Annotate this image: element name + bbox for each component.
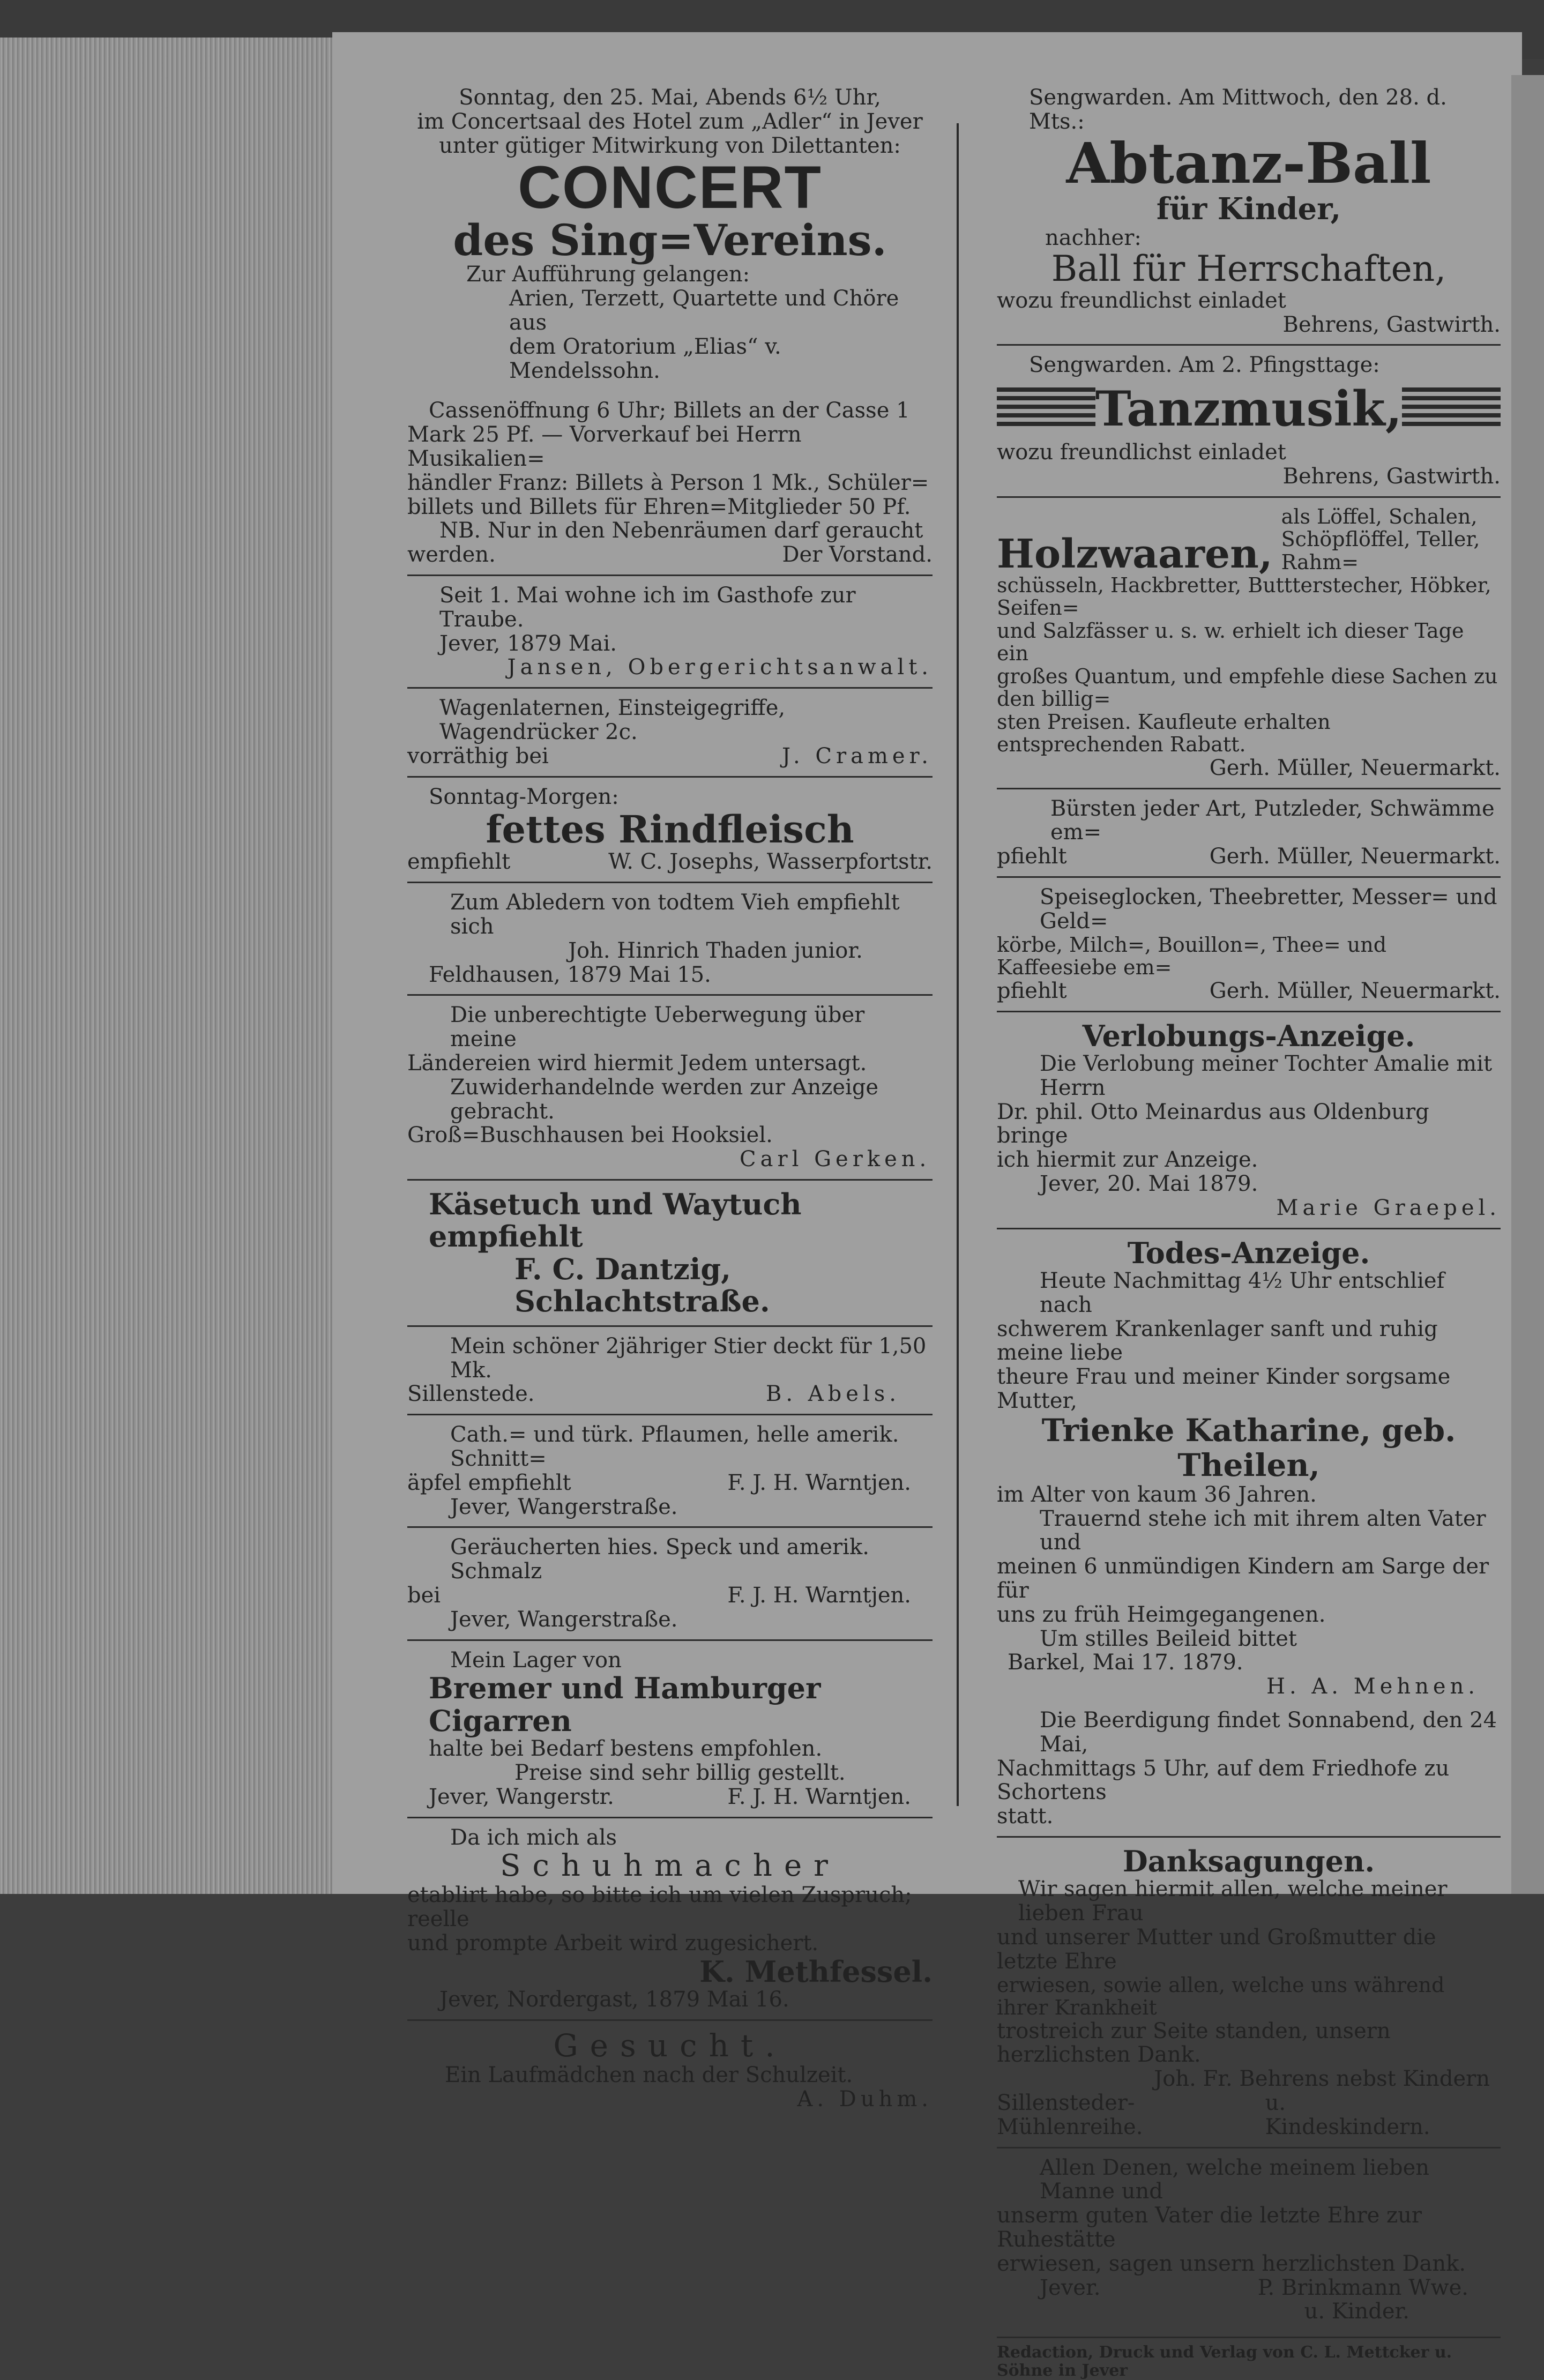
glocken-line-3: pfiehlt bbox=[997, 978, 1067, 1003]
dank-row-1 bbox=[997, 2091, 1501, 2139]
concert-tickets-4: billets und Billets für Ehren=Mitglieder 50 Pf. bbox=[407, 494, 911, 519]
column-divider bbox=[957, 123, 959, 1806]
schuhmacher-headline: Schuhmacher bbox=[500, 1848, 840, 1884]
concert-headline: CONCERT bbox=[518, 154, 822, 221]
jansen-line-1: Seit 1. Mai wohne ich im Gasthofe zur Traube. bbox=[439, 583, 856, 632]
rule bbox=[407, 882, 933, 883]
todes-signature: H. A. Mehnen. bbox=[1266, 1674, 1479, 1699]
cramer-line-1: Wagenlaternen, Einsteigegriffe, Wagendrücker 2c. bbox=[439, 696, 786, 744]
glocken-signature: Gerh. Müller, Neuermarkt. bbox=[1209, 978, 1501, 1003]
rule bbox=[407, 687, 933, 689]
gerken-line-1: Die unberechtigte Ueberwegung über meine bbox=[450, 1003, 865, 1052]
todes-line-12: statt. bbox=[997, 1804, 1054, 1829]
gerken-ad bbox=[407, 1003, 933, 1172]
holz-line-5: sten Preisen. Kaufleute erhalten entsprechenden Rabatt. bbox=[997, 710, 1331, 757]
dank-row-2 bbox=[997, 2276, 1501, 2300]
concert-tickets-3: händler Franz: Billets à Person 1 Mk., Schüler= bbox=[407, 470, 929, 495]
concert-nb-2: werden. bbox=[407, 542, 496, 568]
concert-perf-1: Arien, Terzett, Quartette und Chöre aus bbox=[509, 286, 899, 335]
gesucht-headline: Gesucht. bbox=[553, 2027, 787, 2064]
tanz-headline-row bbox=[997, 380, 1501, 437]
dantzig-line-1: Käsetuch und Waytuch empfiehlt bbox=[429, 1187, 802, 1254]
dank-line-3: erwiesen, sowie allen, welche uns während ihrer Krankheit bbox=[997, 1973, 1445, 2020]
holz-signature: Gerh. Müller, Neuermarkt. bbox=[1209, 755, 1501, 780]
josephs-signature: W. C. Josephs, Wasserpfortstr. bbox=[608, 849, 933, 875]
dank-line-6: Sillensteder-Mühlenreihe. bbox=[997, 2091, 1143, 2139]
holz-line-1: als Löffel, Schalen, Schöpflöffel, Teller, Rahm= bbox=[1281, 504, 1480, 574]
warntjen2-signature: F. J. H. Warntjen. bbox=[727, 1583, 911, 1608]
warntjen1-line-3: Jever, Wangerstraße. bbox=[450, 1494, 678, 1519]
concert-perf-2: dem Oratorium „Elias“ v. Mendelssohn. bbox=[509, 334, 781, 383]
abtanz-ball-ad bbox=[997, 86, 1501, 337]
ball-signature: Behrens, Gastwirth. bbox=[1282, 312, 1501, 337]
dank-line-11: Jever. bbox=[1040, 2275, 1101, 2300]
concert-tickets-1: Cassenöffnung 6 Uhr; Billets an der Casse 1 bbox=[429, 398, 910, 423]
ball-line-2: nachher: bbox=[1045, 225, 1142, 250]
gerken-line-3: Zuwiderhandelnde werden zur Anzeige gebracht. bbox=[450, 1075, 879, 1124]
todes-ad bbox=[997, 1237, 1501, 1829]
schuhmacher-line-4: Jever, Nordergast, 1879 Mai 16. bbox=[439, 1987, 789, 2012]
rule bbox=[407, 2019, 933, 2021]
rule bbox=[997, 1011, 1501, 1012]
verlobung-line-4: Jever, 20. Mai 1879. bbox=[1040, 1172, 1258, 1197]
verlobung-title: Verlobungs-Anzeige. bbox=[1082, 1018, 1415, 1053]
book-page-edges bbox=[0, 38, 354, 1894]
josephs-ad bbox=[407, 785, 933, 875]
rule bbox=[407, 1817, 933, 1818]
decorative-bars-left bbox=[997, 387, 1095, 430]
todes-line-11: Nachmittags 5 Uhr, auf dem Friedhofe zu Schortens bbox=[997, 1756, 1450, 1805]
dantzig-ad bbox=[407, 1188, 933, 1318]
warntjen1-row bbox=[407, 1471, 933, 1495]
holz-headline-row bbox=[997, 504, 1501, 577]
speiseglocken-ad bbox=[997, 885, 1501, 1003]
rule bbox=[997, 344, 1501, 346]
concert-perf-label: Zur Aufführung gelangen: bbox=[466, 262, 750, 287]
abels-row bbox=[407, 1382, 933, 1406]
thaden-ad bbox=[407, 891, 933, 987]
schuhmacher-line-3: und prompte Arbeit wird zugesichert. bbox=[407, 1930, 819, 1956]
concert-intro-3: unter gütiger Mitwirkung von Dilettanten: bbox=[439, 133, 901, 158]
warntjen2-line-1: Geräucherten hies. Speck und amerik. Schmalz bbox=[450, 1535, 869, 1584]
right-column bbox=[997, 86, 1501, 2379]
abels-line-2: Sillenstede. bbox=[407, 1382, 535, 1407]
schuhmacher-line-1: Da ich mich als bbox=[450, 1825, 617, 1850]
holz-line-4: großes Quantum, und empfehle diese Sachen zu den billig= bbox=[997, 664, 1498, 711]
jansen-signature: Jansen, Obergerichtsanwalt. bbox=[507, 655, 933, 680]
verlobung-signature: Marie Graepel. bbox=[1276, 1195, 1501, 1220]
concert-nb-1: NB. Nur in den Nebenräumen darf geraucht bbox=[439, 518, 923, 543]
rule bbox=[997, 2147, 1501, 2148]
rule bbox=[407, 1325, 933, 1327]
warntjen1-line-2: äpfel empfiehlt bbox=[407, 1470, 571, 1495]
dank-ad bbox=[997, 1845, 1501, 2324]
verlobung-ad bbox=[997, 1020, 1501, 1220]
dank-line-10: erwiesen, sagen unsern herzlichsten Dank. bbox=[997, 2251, 1466, 2276]
dank-line-12: u. Kinder. bbox=[1304, 2299, 1409, 2324]
cigarren-line-2: halte bei Bedarf bestens empfohlen. bbox=[429, 1736, 823, 1762]
holz-line-3: und Salzfässer u. s. w. erhielt ich dieser Tage ein bbox=[997, 618, 1464, 666]
adjacent-page-edge bbox=[1511, 75, 1544, 1894]
warntjen2-line-3: Jever, Wangerstraße. bbox=[450, 1607, 678, 1632]
todes-title: Todes-Anzeige. bbox=[1127, 1235, 1370, 1270]
rule bbox=[407, 994, 933, 996]
thaden-line-3: Feldhausen, 1879 Mai 15. bbox=[429, 962, 711, 987]
schuhmacher-line-2: etablirt habe, so bitte ich um vielen Zuspruch; reelle bbox=[407, 1883, 912, 1931]
rule bbox=[407, 1526, 933, 1528]
gesucht-ad bbox=[407, 2028, 933, 2112]
abels-line-1: Mein schöner 2jähriger Stier deckt für 1,50 Mk. bbox=[450, 1333, 927, 1383]
dank-line-9: unserm guten Vater die letzte Ehre zur Ruhestätte bbox=[997, 2203, 1422, 2252]
left-column bbox=[407, 86, 933, 2111]
todes-line-4: im Alter von kaum 36 Jahren. bbox=[997, 1482, 1317, 1507]
dank-line-4: trostreich zur Seite standen, unsern herzlichsten Dank. bbox=[997, 2018, 1391, 2068]
warntjen-ad-2 bbox=[407, 1535, 933, 1631]
todes-line-1: Heute Nachmittag 4½ Uhr entschlief nach bbox=[1040, 1269, 1445, 1317]
todes-line-9: Barkel, Mai 17. 1879. bbox=[1008, 1650, 1243, 1675]
holzwaaren-ad bbox=[997, 505, 1501, 780]
rule bbox=[997, 876, 1501, 878]
warntjen2-line-2: bei bbox=[407, 1583, 441, 1608]
schuhmacher-signature: K. Methfessel. bbox=[699, 1954, 933, 1989]
todes-line-2: schwerem Krankenlager sanft und ruhig meine liebe bbox=[997, 1316, 1438, 1366]
gesucht-line-1: Ein Laufmädchen nach der Schulzeit. bbox=[445, 2062, 853, 2087]
rule bbox=[407, 575, 933, 576]
josephs-headline: fettes Rindfleisch bbox=[486, 807, 854, 852]
buersten-row bbox=[997, 845, 1501, 869]
cigarren-row bbox=[407, 1785, 933, 1809]
cigarren-signature: F. J. H. Warntjen. bbox=[727, 1784, 911, 1809]
todes-line-7: uns zu früh Heimgegangenen. bbox=[997, 1602, 1326, 1627]
warntjen-ad-1 bbox=[407, 1423, 933, 1519]
buersten-line-2: pfiehlt bbox=[997, 844, 1067, 869]
dantzig-line-2: F. C. Dantzig, Schlachtstraße. bbox=[514, 1251, 770, 1319]
thaden-line-1: Zum Abledern von todtem Vieh empfiehlt sich bbox=[450, 890, 900, 939]
tanz-line-1: Sengwarden. Am 2. Pfingsttage: bbox=[1029, 353, 1380, 378]
verlobung-line-2: Dr. phil. Otto Meinardus aus Oldenburg bringe bbox=[997, 1099, 1429, 1148]
ball-headline: Abtanz-Ball bbox=[1066, 130, 1431, 196]
todes-line-5: Trauernd stehe ich mit ihrem alten Vater und bbox=[1040, 1506, 1486, 1555]
dank-line-7: u. Kindeskindern. bbox=[1265, 2091, 1430, 2139]
concert-intro-1: Sonntag, den 25. Mai, Abends 6½ Uhr, bbox=[459, 85, 881, 110]
rule bbox=[407, 1414, 933, 1415]
warntjen2-row bbox=[407, 1584, 933, 1608]
cramer-ad bbox=[407, 696, 933, 768]
todes-line-3: theure Frau und meiner Kinder sorgsame Mutter, bbox=[997, 1364, 1451, 1414]
dank-signature: P. Brinkmann Wwe. bbox=[1257, 2275, 1468, 2300]
dank-title: Danksagungen. bbox=[1122, 1844, 1375, 1878]
cramer-line-2: vorräthig bei bbox=[407, 743, 549, 769]
cramer-row bbox=[407, 744, 933, 769]
buersten-line-1: Bürsten jeder Art, Putzleder, Schwämme em= bbox=[1050, 796, 1495, 845]
tanzmusik-ad bbox=[997, 353, 1501, 488]
josephs-row bbox=[407, 850, 933, 874]
cigarren-line-3: Preise sind sehr billig gestellt. bbox=[514, 1760, 846, 1786]
warntjen1-signature: F. J. H. Warntjen. bbox=[727, 1470, 911, 1495]
schuhmacher-ad bbox=[407, 1826, 933, 2012]
concert-signer: Der Vorstand. bbox=[782, 542, 933, 568]
buersten-ad bbox=[997, 797, 1501, 869]
dank-line-2: und unserer Mutter und Großmutter die letzte Ehre bbox=[997, 1924, 1436, 1974]
decorative-bars-right bbox=[1402, 387, 1501, 430]
warntjen1-line-1: Cath.= und türk. Pflaumen, helle amerik. Schnitt= bbox=[450, 1422, 899, 1471]
cigarren-headline: Bremer und Hamburger Cigarren bbox=[429, 1671, 821, 1738]
rule bbox=[997, 1836, 1501, 1838]
gerken-line-4: Groß=Buschhausen bei Hooksiel. bbox=[407, 1123, 773, 1148]
verlobung-line-1: Die Verlobung meiner Tochter Amalie mit Herrn bbox=[1040, 1051, 1493, 1100]
imprint-footer: Redaction, Druck und Verlag von C. L. Mettcker u. Söhne in Jever bbox=[997, 2337, 1501, 2379]
tanz-signature: Behrens, Gastwirth. bbox=[1282, 464, 1501, 489]
gerken-signature: Carl Gerken. bbox=[740, 1147, 931, 1172]
todes-line-10: Die Beerdigung findet Sonnabend, den 24 Mai, bbox=[1040, 1707, 1497, 1757]
tanz-headline: Tanzmusik, bbox=[1095, 380, 1403, 438]
josephs-line-2: empfiehlt bbox=[407, 849, 511, 875]
holz-headline: Holzwaaren, bbox=[997, 531, 1273, 577]
gesucht-signature: A. Duhm. bbox=[797, 2086, 933, 2112]
dank-line-5: Joh. Fr. Behrens nebst Kindern bbox=[1154, 2066, 1490, 2092]
buersten-signature: Gerh. Müller, Neuermarkt. bbox=[1209, 844, 1501, 869]
todes-line-6: meinen 6 unmündigen Kindern am Sarge der für bbox=[997, 1554, 1489, 1603]
ball-line-3: wozu freundlichst einladet bbox=[997, 288, 1286, 313]
holz-line-2: schüsseln, Hackbretter, Buttterstecher, Höbker, Seifen= bbox=[997, 573, 1491, 620]
josephs-line-1: Sonntag-Morgen: bbox=[429, 784, 619, 809]
todes-line-8: Um stilles Beileid bittet bbox=[1040, 1626, 1297, 1651]
rule bbox=[997, 1228, 1501, 1229]
dank-line-1: Wir sagen hiermit allen, welche meiner lieben Frau bbox=[1018, 1877, 1448, 1926]
cigarren-line-4: Jever, Wangerstr. bbox=[429, 1784, 614, 1809]
gerken-line-2: Ländereien wird hiermit Jedem untersagt. bbox=[407, 1050, 867, 1076]
concert-nb-row bbox=[407, 543, 933, 567]
ball-subheadline: für Kinder, bbox=[1156, 191, 1341, 227]
dank-line-8: Allen Denen, welche meinem lieben Manne und bbox=[1040, 2155, 1430, 2204]
tanz-line-2: wozu freundlichst einladet bbox=[997, 440, 1286, 465]
concert-tickets-2: Mark 25 Pf. — Vorverkauf bei Herrn Musikalien= bbox=[407, 422, 802, 471]
rule bbox=[407, 1639, 933, 1641]
cigarren-line-1: Mein Lager von bbox=[450, 1647, 622, 1673]
todes-name: Trienke Katharine, geb. Theilen, bbox=[1041, 1412, 1456, 1483]
ball-line-1: Sengwarden. Am Mittwoch, den 28. d. Mts.: bbox=[1029, 85, 1447, 134]
glocken-line-1: Speiseglocken, Theebretter, Messer= und Geld= bbox=[1040, 885, 1497, 934]
abels-signature: B. Abels. bbox=[765, 1382, 900, 1407]
concert-ad bbox=[407, 86, 933, 567]
rule bbox=[997, 496, 1501, 498]
ball-headline-2: Ball für Herrschaften, bbox=[1051, 248, 1446, 290]
cramer-signature: J. Cramer. bbox=[782, 743, 933, 769]
rule bbox=[997, 788, 1501, 789]
concert-subhead: des Sing=Vereins. bbox=[453, 215, 887, 266]
verlobung-line-3: ich hiermit zur Anzeige. bbox=[997, 1147, 1258, 1173]
jansen-line-2: Jever, 1879 Mai. bbox=[439, 631, 617, 656]
rule bbox=[407, 776, 933, 778]
rule bbox=[407, 1179, 933, 1181]
jansen-ad bbox=[407, 584, 933, 680]
glocken-row bbox=[997, 979, 1501, 1003]
abels-ad bbox=[407, 1334, 933, 1406]
cigarren-ad bbox=[407, 1648, 933, 1809]
thaden-line-2: Joh. Hinrich Thaden junior. bbox=[568, 938, 863, 963]
concert-intro-2: im Concertsaal des Hotel zum „Adler“ in Jever bbox=[417, 109, 923, 134]
glocken-line-2: körbe, Milch=, Bouillon=, Thee= und Kaffeesiebe em= bbox=[997, 932, 1387, 980]
